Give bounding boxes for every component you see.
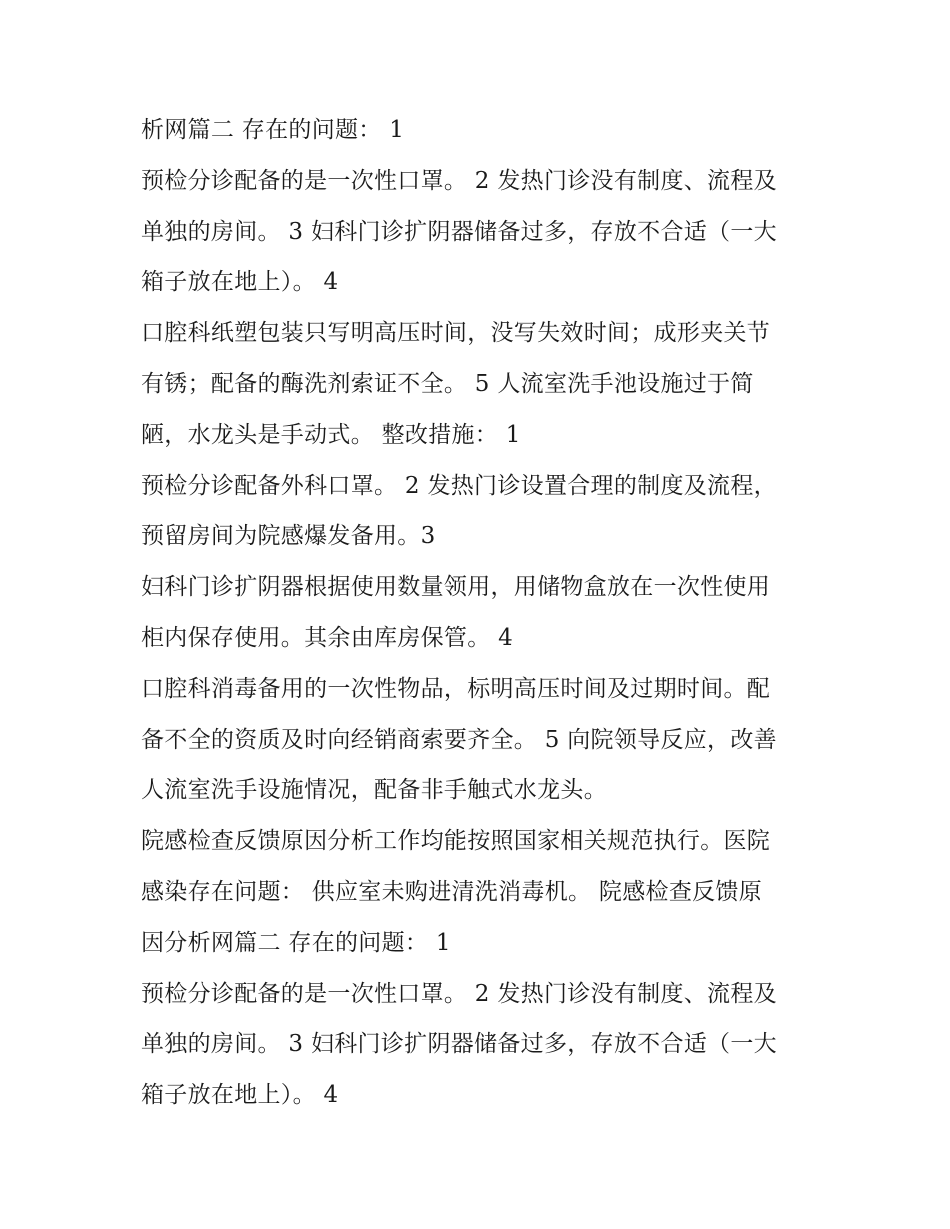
text-line: 预检分诊配备的是一次性口罩。 2 发热门诊没有制度、流程及 (141, 980, 777, 1007)
text-line: 预留房间为院感爆发备用。3 (141, 523, 436, 550)
text-line: 因分析网篇二 存在的问题： 1 (141, 929, 451, 956)
document-body (141, 108, 821, 1124)
text-line: 感染存在问题： 供应室未购进清洗消毒机。 院感检查反馈原 (141, 878, 763, 905)
text-line: 院感检查反馈原因分析工作均能按照国家相关规范执行。医院 (141, 828, 771, 855)
text-line: 妇科门诊扩阴器根据使用数量领用，用储物盒放在一次性使用 (141, 574, 771, 601)
text-line: 预检分诊配备外科口罩。 2 发热门诊设置合理的制度及流程， (141, 472, 777, 499)
text-line: 柜内保存使用。其余由库房保管。 4 (141, 624, 514, 651)
text-line: 人流室洗手设施情况，配备非手触式水龙头。 (141, 777, 607, 804)
text-line: 析网篇二 存在的问题： 1 (141, 117, 405, 143)
text-line: 口腔科消毒备用的一次性物品，标明高压时间及过期时间。配 (141, 675, 771, 702)
text-line: 备不全的资质及时向经销商索要齐全。 5 向院领导反应，改善 (141, 726, 777, 753)
text-line: 箱子放在地上）。 4 (141, 269, 339, 296)
text-line: 陋，水龙头是手动式。 整改措施： 1 (141, 421, 521, 448)
text-line: 箱子放在地上）。 4 (141, 1082, 339, 1109)
text-line: 有锈；配备的酶洗剂索证不全。 5 人流室洗手池设施过于简 (141, 370, 754, 397)
text-line: 单独的房间。 3 妇科门诊扩阴器储备过多，存放不合适（一大 (141, 218, 777, 245)
text-line: 预检分诊配备的是一次性口罩。 2 发热门诊没有制度、流程及 (141, 167, 777, 194)
text-line: 单独的房间。 3 妇科门诊扩阴器储备过多，存放不合适（一大 (141, 1031, 777, 1058)
text-line: 口腔科纸塑包装只写明高压时间，没写失效时间；成形夹关节 (141, 320, 771, 347)
